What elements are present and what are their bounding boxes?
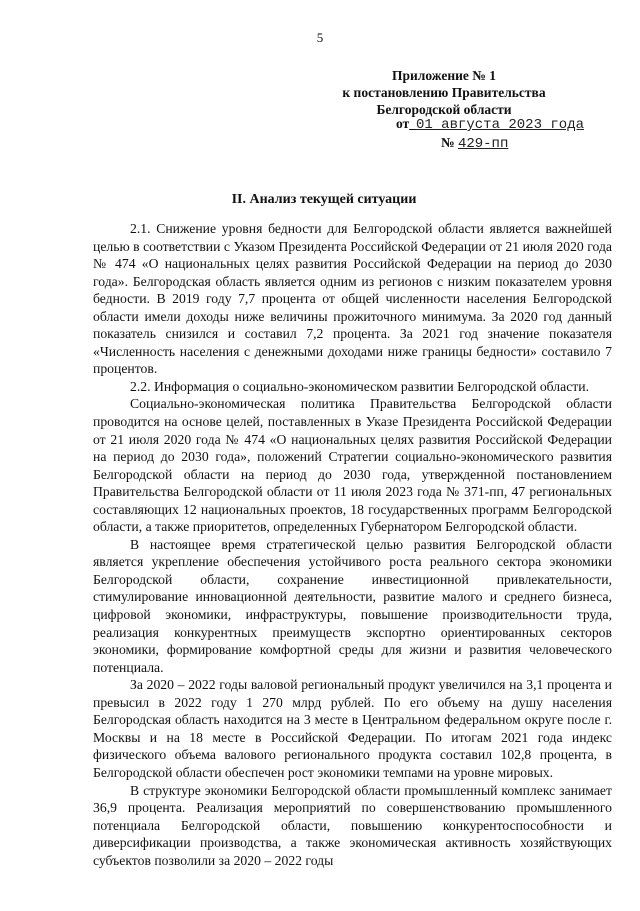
paragraph-industry: В структуре экономики Белгородской области промышленный комплекс занимает 36,9 процента. Реализация мероприятий по совершенствованию промышленного потенциала Белгородской области, повышению конкурентоспособности и диверсификации производства, а также экономическая активность хозяйствующих субъектов позволили за 2020 – 2022 годы: [93, 782, 612, 868]
date-prefix: от: [396, 116, 410, 131]
number-value: 429-пп: [457, 136, 509, 152]
appendix-date-row: [396, 116, 584, 133]
number-prefix: №: [441, 135, 455, 150]
section-title: II. Анализ текущей ситуации: [231, 192, 417, 207]
appendix-number-row: [441, 135, 508, 152]
page-number: 5: [316, 30, 324, 45]
appendix-resolution-line: к постановлению Правительства: [342, 85, 546, 100]
appendix-header: [318, 67, 570, 118]
paragraph-strategic-goal: В настоящее время стратегической целью развития Белгородской области является укрепление обеспечения устойчивого роста реального сектора экономики Белгородской области, сохранение инвестиционной привлекательности, стимулирование инновационной деятельности, развитие малого и среднего бизнеса, цифровой экономики, инфраструктуры, повышение производительности труда, реализация конкурентных преимуществ экспортно ориентированных секторов экономики, формирование комфортной среды для жизни и развития человеческого потенциала.: [93, 536, 612, 675]
paragraph-poverty: 2.1. Снижение уровня бедности для Белгородской области является важнейшей целью в соответствии с Указом Президента Российской Федерации от 21 июля 2020 года № 474 «О национальных целях развития Российской Федерации на период до 2030 года». Белгородская область является одним из регионов с низким показателем уровня бедности. В 2019 году 7,7 процента от общей численности населения Белгородской области имели доходы ниже величины прожиточного минимума. За 2020 год данный показатель снизился и составил 7,2 процента. За 2021 год значение показателя «Численность населения с денежными доходами ниже границы бедности» составило 7 процентов.: [93, 221, 612, 377]
body-text: [93, 220, 612, 869]
paragraph-policy: Социально-экономическая политика Правительства Белгородской области проводится на основе целей, поставленных в Указе Президента Российской Федерации от 21 июля 2020 года № 474 «О национальных целях развития Российской Федерации на период до 2030 года», положений Стратегии социально-экономического развития Белгородской области на период до 2030 года, утвержденной постановлением Правительства Белгородской области от 11 июля 2023 года № 371-пп, 47 региональных составляющих 12 национальных проектов, 18 государственных программ Белгородской области, а также приоритетов, определенных Губернатором Белгородской области.: [93, 396, 612, 535]
paragraph-info-heading: 2.2. Информация о социально-экономическом развитии Белгородской области.: [130, 378, 590, 394]
paragraph-grp: За 2020 – 2022 годы валовой региональный продукт увеличился на 3,1 процента и превысил в 2022 году 1 270 млрд рублей. По его объему на душу населения Белгородская область находится на 3 месте в Центральном федеральном округе после г. Москвы и на 18 месте в Российской Федерации. По итогам 2021 года индекс физического объема валового регионального продукта составил 102,8 процента, в Белгородской области обеспечен рост экономики темпами на уровне мировых.: [93, 677, 612, 780]
date-value: 01 августа 2023 года: [415, 117, 584, 133]
appendix-region-line: Белгородской области: [376, 102, 512, 117]
appendix-title: Приложение № 1: [392, 68, 496, 83]
